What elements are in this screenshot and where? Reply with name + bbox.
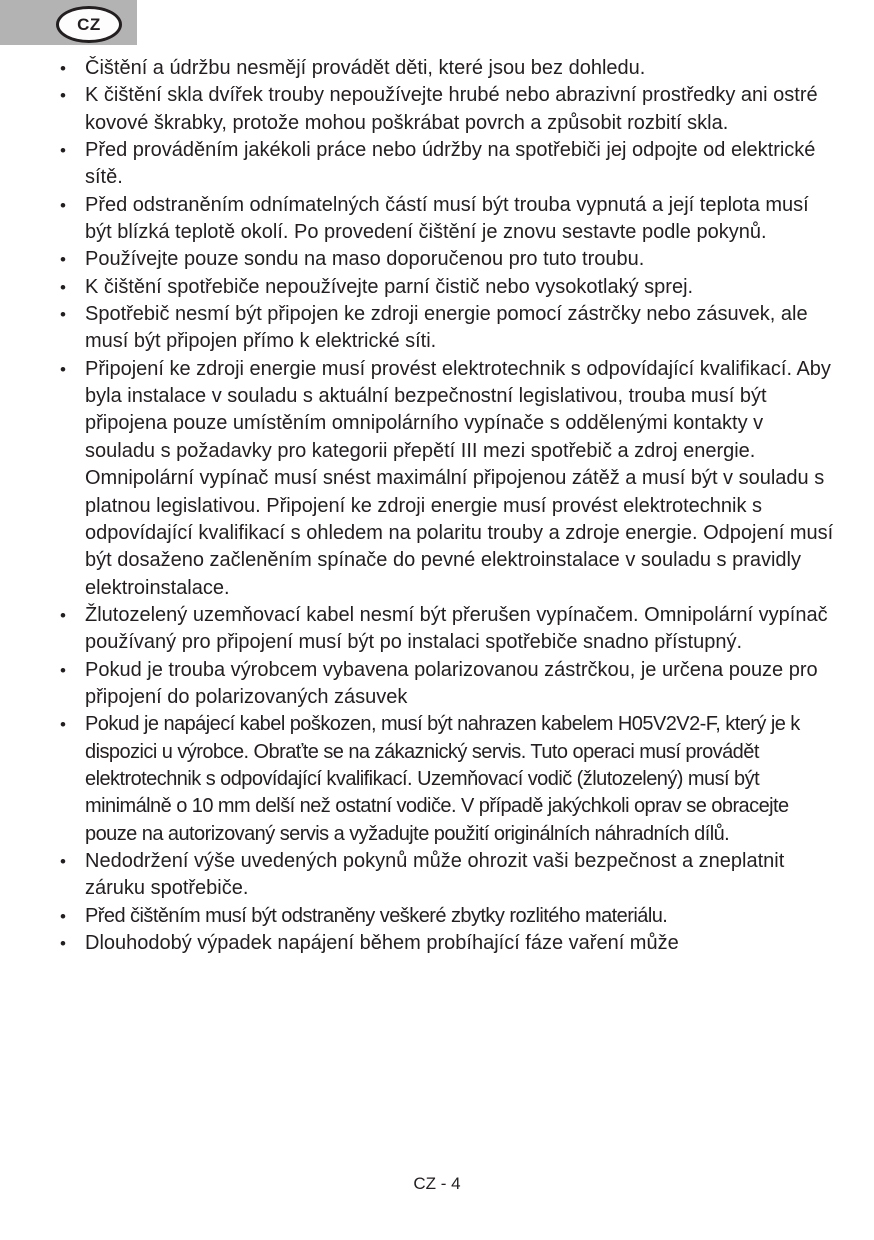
bullet-icon: • bbox=[60, 906, 66, 926]
language-badge bbox=[56, 6, 122, 43]
list-item bbox=[57, 848, 837, 903]
bullet-text: Používejte pouze sondu na maso doporučenou pro tuto troubu. bbox=[85, 248, 645, 271]
bullet-text: Připojení ke zdroji energie musí provést elektrotechnik s odpovídající kvalifikací. Aby byla instalace v souladu s aktuální bezpečnostní legislativou, trouba musí být připojena pouze umístěním omnipolárního vypínače s oddělenými kontakty v souladu s požadavky pro kategorii přepětí III mezi spotřebič a zdroj energie. Omnipolární vypínač musí snést maximální připojenou zátěž a musí být v souladu s platnou legislativou. Připojení ke zdroji energie musí provést elektrotechnik s odpovídající kvalifikací s ohledem na polaritu trouby a zdroje energie. Odpojení musí být dosaženo začleněním spínače do pevné elektroinstalace v souladu s pravidly elektroinstalace. bbox=[85, 357, 834, 599]
bullet-text: Před odstraněním odnímatelných částí musí být trouba vypnutá a její teplota musí být blízká teplotě okolí. Po provedení čištění je znovu sestavte podle pokynů. bbox=[85, 193, 809, 244]
bullet-icon: • bbox=[60, 359, 66, 379]
bullet-text: Dlouhodobý výpadek napájení během probíhající fáze vaření může bbox=[85, 932, 679, 954]
list-item bbox=[57, 192, 837, 247]
bullet-text: Žlutozelený uzemňovací kabel nesmí být přerušen vypínačem. Omnipolární vypínač používaný pro připojení musí být po instalaci spotřebiče snadno přístupný. bbox=[85, 603, 828, 654]
bullet-icon: • bbox=[60, 59, 66, 78]
bullet-text: Pokud je napájecí kabel poškozen, musí být nahrazen kabelem H05V2V2-F, který je k dispozici u výrobce. Obraťte se na zákaznický servis. Tuto operaci musí provádět elektrotechnik s odpovídající kvalifikací. Uzemňovací vodič (žlutozelený) musí být minimálně o 10 mm delší než ostatní vodiče. V případě jakýchkoli oprav se obracejte pouze na autorizovaný servis a vyžadujte použití originálních náhradních dílů. bbox=[85, 713, 800, 845]
bullet-text: Nedodržení výše uvedených pokynů může ohrozit vaši bezpečnost a zneplatnit záruku spotřebiče. bbox=[85, 849, 785, 900]
list-item bbox=[57, 82, 837, 137]
instruction-list bbox=[57, 55, 837, 957]
bullet-text: K čištění skla dvířek trouby nepoužívejte hrubé nebo abrazivní prostředky ani ostré kovové škrabky, protože mohou poškrábat povrch a způsobit rozbití skla. bbox=[85, 84, 818, 134]
bullet-icon: • bbox=[60, 305, 66, 325]
list-item bbox=[57, 137, 837, 192]
list-item bbox=[57, 301, 837, 356]
bullet-icon: • bbox=[60, 660, 66, 680]
list-item bbox=[57, 930, 837, 957]
bullet-text: Pokud je trouba výrobcem vybavena polarizovanou zástrčkou, je určena pouze pro připojení do polarizovaných zásuvek bbox=[85, 658, 818, 708]
page-body bbox=[57, 55, 837, 957]
language-badge-label: CZ bbox=[77, 14, 101, 34]
bullet-text: Před prováděním jakékoli práce nebo údržby na spotřebiči jej odpojte od elektrické sítě. bbox=[85, 139, 816, 189]
bullet-icon: • bbox=[60, 934, 66, 953]
list-item bbox=[57, 903, 837, 930]
bullet-text: Spotřebič nesmí být připojen ke zdroji energie pomocí zástrčky nebo zásuvek, ale musí být připojen přímo k elektrické síti. bbox=[85, 303, 808, 353]
list-item bbox=[57, 356, 837, 602]
bullet-icon: • bbox=[60, 250, 66, 270]
bullet-icon: • bbox=[60, 715, 66, 735]
list-item bbox=[57, 602, 837, 657]
bullet-icon: • bbox=[60, 277, 66, 297]
bullet-icon: • bbox=[60, 851, 66, 871]
list-item bbox=[57, 657, 837, 712]
bullet-icon: • bbox=[60, 605, 66, 625]
list-item bbox=[57, 711, 837, 848]
list-item bbox=[57, 55, 837, 82]
bullet-text: K čištění spotřebiče nepoužívejte parní čistič nebo vysokotlaký sprej. bbox=[85, 275, 694, 298]
bullet-icon: • bbox=[60, 141, 66, 161]
bullet-text: Čištění a údržbu nesmějí provádět děti, které jsou bez dohledu. bbox=[85, 57, 646, 79]
page-number: CZ - 4 bbox=[413, 1174, 461, 1193]
list-item bbox=[57, 246, 837, 273]
bullet-icon: • bbox=[60, 195, 66, 215]
bullet-text: Před čištěním musí být odstraněny veškeré zbytky rozlitého materiálu. bbox=[85, 904, 668, 927]
list-item bbox=[57, 274, 837, 301]
bullet-icon: • bbox=[60, 86, 66, 106]
